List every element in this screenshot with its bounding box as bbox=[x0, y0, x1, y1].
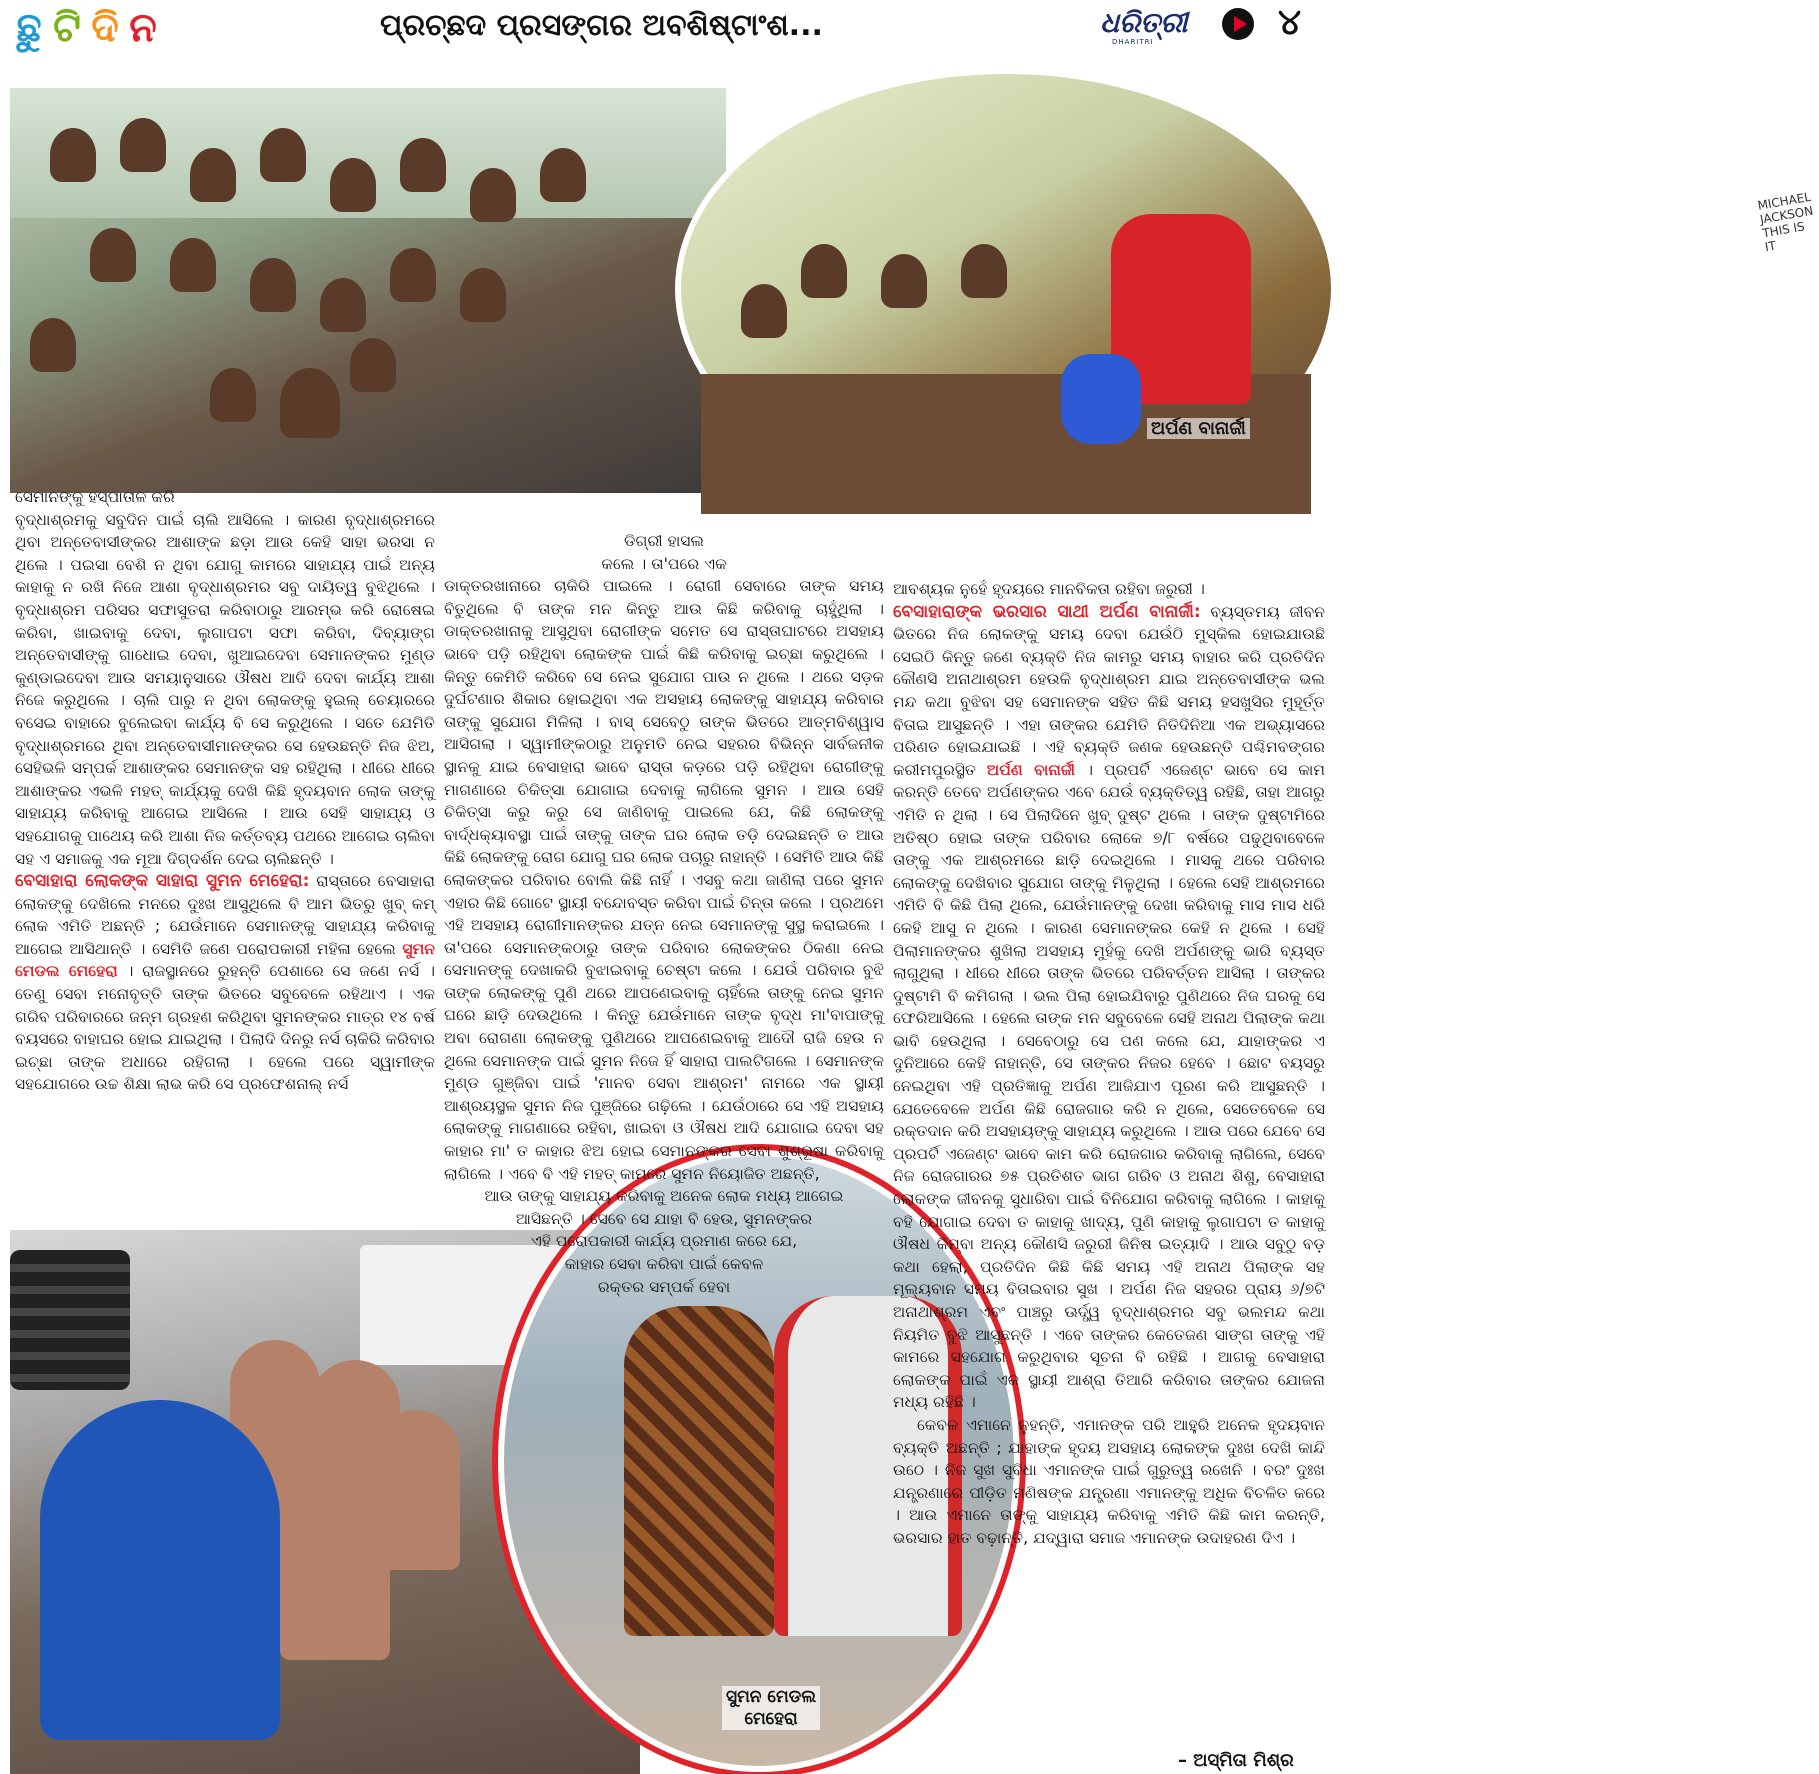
lead-text: ଡିଗ୍ରୀ ହାସଲ bbox=[623, 532, 705, 550]
lead-text: କଲେ । ତା'ପରେ ଏକ bbox=[601, 554, 727, 573]
section-letter: ଛୁ bbox=[16, 5, 42, 51]
text-run: । ରାଜସ୍ଥାନରେ ରୁହନ୍ତି ପେଶାରେ ସେ ଜଣେ ନର୍ସ । ତେଣୁ ସେବା ମନୋବୃତ୍ତି ତାଙ୍କ ଭିତରେ ସବୁବେଳେ ରହିଥାଏ । ଏକ ଗରିବ ପରିବାରରେ ଜନ୍ମ ଗ୍ରହଣ କରିଥିବା ସୁମନଙ୍କର ମାତ୍ର ୧୪ ବର୍ଷ ବୟସରେ ବାହାଘର ହୋଇ ଯାଇଥିଲା । ପିଲାଦି ଦିନରୁ ନର୍ସ ଚାକିରି କରିବାର ଇଚ୍ଛା ତାଙ୍କ ଅଧାରେ ରହିଗଲା । ହେଲେ ପରେ ସ୍ୱାମୀଙ୍କ ସହଯୋଗରେ ଉଚ୍ଚ ଶିକ୍ଷା ଲାଭ କରି ସେ ପ୍ରଫେଶନାଲ୍‌ ନର୍ସ bbox=[15, 962, 435, 1094]
section-brand bbox=[10, 2, 162, 54]
text-line: ରକ୍ତର ସମ୍ପର୍କ ହେବା bbox=[597, 1277, 731, 1296]
photo-children-classroom bbox=[10, 88, 726, 493]
text-line: ଏହି ପରୋପକାରୀ କାର୍ଯ୍ୟ ପ୍ରମାଣ କରେ ଯେ, bbox=[530, 1232, 798, 1251]
lead-text: ଆବଶ୍ୟକ ନୁହେଁ ହୃଦୟରେ ମାନବିକତା ରହିବା ଜରୁରୀ । bbox=[893, 580, 1205, 598]
paragraph bbox=[15, 870, 435, 1096]
text-line: କାହାର ସେବା କରିବା ପାଇଁ କେବଳ bbox=[564, 1255, 764, 1273]
subheading: ବେସାହାରା ଲୋକଙ୍କ ସାହାରା ସୁମନ ମେହେରା: bbox=[15, 871, 310, 892]
byline: – ଅସ୍ମିତା ମିଶ୍ର bbox=[1178, 1750, 1294, 1771]
caption-line: ସୁମନ ମେଡଲ bbox=[726, 1687, 817, 1707]
photo-caption-suman bbox=[722, 1686, 820, 1730]
caption-line: ମେହେରା bbox=[744, 1709, 798, 1729]
play-icon bbox=[1222, 8, 1254, 40]
paragraph: କେବଳ ଏମାନେ ନୁହନ୍ତି, ଏମାନଙ୍କ ପରି ଆହୁରି ଅନେକ ହୃଦୟବାନ ବ୍ୟକ୍ତି ଅଛନ୍ତି ; ଯାହାଙ୍କ ହୃଦୟ ଅସହାୟ ଲୋକଙ୍କ ଦୁଃଖ ଦେଖି କାନ୍ଦି ଉଠେ । ନିଜ ସୁଖ ସୁବିଧା ଏମାନଙ୍କ ପାଇଁ ଗୁରୁତ୍ୱ ରଖେନି । ବରଂ ଦୁଃଖ ଯନ୍ତ୍ରଣାରେ ପୀଡ଼ିତ ମଣିଷଙ୍କ ଯନ୍ତ୍ରଣା ଏମାନଙ୍କୁ ଅଧିକ ବିଚଳିତ କରେ । ଆଉ ଏମାନେ ତାଙ୍କୁ ସାହାଯ୍ୟ କରିବାକୁ ଏମିତି କିଛି କାମ କରନ୍ତି, ଭରସାର ହାତ ବଢ଼ାନ୍ତି, ଯଦ୍ୱାରା ସମାଜ ଏମାନଙ୍କ ଉଦାହରଣ ଦିଏ । bbox=[893, 1415, 1325, 1547]
photo-caption-arpan: ଅର୍ପଣ ବାନାର୍ଜୀ bbox=[1147, 418, 1250, 439]
paragraph: ଡାକ୍ତରଖାନାରେ ଚାକିରି ପାଇଲେ । ରୋଗୀ ସେବାରେ ତାଙ୍କ ସମୟ ବିତୁଥିଲେ ବି ତାଙ୍କ ମନ କିନ୍ତୁ ଆଉ କିଛି କରିବାକୁ ଚାହୁଁଥିଲା । ଡାକ୍ତରଖାନାକୁ ଆସୁଥିବା ରୋଗୀଙ୍କ ସମେତ ସେ ରାସ୍ତାଘାଟରେ ଅସହାୟ ଭାବେ ପଡ଼ି ରହିଥିବା ଲୋକଙ୍କ ପାଇଁ କିଛି କରିବାକୁ ଇଚ୍ଛା କରୁଥିଲେ । କିନ୍ତୁ କେମିତି କରିବେ ସେ ନେଇ ସୁଯୋଗ ପାଉ ନ ଥିଲେ । ଥରେ ସଡ଼କ ଦୁର୍ଘଟଣାର ଶିକାର ହୋଇଥିବା ଏକ ଅସହାୟ ଲୋକଙ୍କୁ ସାହାଯ୍ୟ କରିବାର ତାଙ୍କୁ ସୁଯୋଗ ମିଳିଲା । ବାସ୍‌ ସେବେଠୁ ତାଙ୍କ ଭିତରେ ଆତ୍ମବିଶ୍ୱାସ ଆସିଗଲା । ସ୍ୱାମୀଙ୍କଠାରୁ ଅନୁମତି ନେଇ ସହରର ବିଭିନ୍ନ ସାର୍ବଜନୀକ ସ୍ଥାନକୁ ଯାଇ ବେସାହାରା ଭାବେ ରାସ୍ତା କଡ଼ରେ ପଡ଼ି ରହିଥିବା ରୋଗୀଙ୍କୁ ମାଗଣାରେ ଚିକିତ୍ସା ଯୋଗାଇ ଦେବାକୁ ଲାଗିଲେ ସୁମନ । ଆଉ ସେହି ଚିକିତ୍ସା କରୁ କରୁ ସେ ଜାଣିବାକୁ ପାଇଲେ ଯେ, କିଛି ଲୋକଙ୍କୁ ବାର୍ଦ୍ଧକ୍ୟାବସ୍ଥା ପାଇଁ ତାଙ୍କୁ ତାଙ୍କ ଘର ଲୋକ ତଡ଼ି ଦେଇଛନ୍ତି ତ ଆଉ କିଛି ଲୋକଙ୍କୁ ରୋଗ ଯୋଗୁ ଘର ଲୋକ ପଚାରୁ ନାହାନ୍ତି । ସେମିତି ଆଉ କିଛି ଲୋକଙ୍କର ପରିବାର ବୋଲି କିଛି ନାହିଁ । ଏସବୁ କଥା ଜାଣିଲା ପରେ ସୁମନ ଏହାର କିଛି ଗୋଟେ ସ୍ଥାୟୀ ବନ୍ଦୋବସ୍ତ କରିବା ପାଇଁ ଚିନ୍ତା କଲେ । ପ୍ରଥମେ ଏହି ଅସହାୟ ରୋଗୀମାନଙ୍କର ଯତ୍ନ ନେଇ ସେମାନଙ୍କୁ ସୁସ୍ଥ କରାଇଲେ । ତା'ପରେ ସେମାନଙ୍କଠାରୁ ତାଙ୍କ ପରିବାର ଲୋକଙ୍କର ଠିକଣା ନେଇ ସେମାନଙ୍କୁ ଦେଖାକରି ବୁଝାଇବାକୁ ଚେଷ୍ଟା କଲେ । ଯେଉଁ ପରିବାର ବୁଝି ତାଙ୍କ ଲୋକଙ୍କୁ ପୁଣି ଥରେ ଆପଣେଇବାକୁ ଚାହିଁଲେ ତାଙ୍କୁ ନେଇ ସୁମନ ଘରେ ଛାଡ଼ି ଦେଉଥିଲେ । କିନ୍ତୁ ଯେଉଁମାନେ ତାଙ୍କ ବୃଦ୍ଧ ମା'ବାପାଙ୍କୁ ଅବା ରୋଗଣା ଲୋକଙ୍କୁ ପୁଣିଥରେ ଆପଣେଇବାକୁ ଆଦୌ ରାଜି ହେଉ ନ ଥିଲେ ସେମାନଙ୍କ ପାଇଁ ସୁମନ ନିଜେ ହିଁ ସାହାରା ପାଲଟିଗଲେ । ସେମାନଙ୍କ ମୁଣ୍ଡ ଗୁଞ୍ଜିବା ପାଇଁ 'ମାନବ ସେବା ଆଶ୍ରମ' ନାମରେ ଏକ ସ୍ଥାୟୀ ଆଶ୍ରୟସ୍ଥଳ ସୁମନ ନିଜ ପୁଞ୍ଜିରେ ଗଢ଼ିଲେ । ଯେଉଁଠାରେ ସେ ଏହି ଅସହାୟ ଲୋକଙ୍କୁ ମାଗଣାରେ ରହିବା, ଖାଇବା ଓ ଔଷଧ ଆଦି ଯୋଗାଇ ଦେବା ସହ କାହାର ମା' ତ କାହାର ଝିଅ ହୋଇ ସେମାନଙ୍କର ସେବା ଶୁଶ୍ରୂଷା କରିବାକୁ ଲାଗିଲେ । ଏବେ ବି ଏହି ମହତ୍‌ କାମରେ ସୁମନ ନିୟୋଜିତ ଅଛନ୍ତି, bbox=[444, 577, 884, 1183]
section-letter: ନ bbox=[129, 5, 157, 51]
text-run: ରାସ୍ତାରେ ବେସାହାରା ଲୋକଙ୍କୁ ଦେଖିଲେ ମନରେ ଦୁଃଖ ଆସୁଥିଲେ ବି ଆମ ଭିତରୁ ଖୁବ୍‌ କମ୍‌ ଲୋକ ଏମିତି ଅଛନ୍ତି ; ଯେଉଁମାନେ ସେମାନଙ୍କୁ ସାହାଯ୍ୟ କରିବାକୁ ଆଗେଇ ଆସିଥାନ୍ତି । ସେମିତି ଜଣେ ପରୋପକାରୀ ମହିଳା ହେଲେ bbox=[15, 872, 435, 958]
text-line: ଆଉ ତାଙ୍କୁ ସାହାଯ୍ୟ କରିବାକୁ ଅନେକ ଲୋକ ମଧ୍ୟ ଆଗେଇ bbox=[484, 1187, 844, 1206]
text-line: ଆସିଛନ୍ତି । ସେବେ ସେ ଯାହା ବି ହେଉ, ସୁମନଙ୍କର bbox=[515, 1209, 813, 1228]
paragraph: ବୃଦ୍ଧାଶ୍ରମକୁ ସବୁଦିନ ପାଇଁ ଚାଲି ଆସିଲେ । କାରଣ ବୃଦ୍ଧାଶ୍ରମରେ ଥିବା ଅନ୍ତେବାସୀଙ୍କର ଆଶାଙ୍କ ଛଡ଼ା ଆଉ କେହି ସାହା ଭରସା ନ ଥିଲେ । ପଇସା ବେଶି ନ ଥିବା ଯୋଗୁ କାମରେ ସାହାଯ୍ୟ ପାଇଁ ଅନ୍ୟ କାହାକୁ ନ ରଖି ନିଜେ ଆଶା ବୃଦ୍ଧାଶ୍ରମର ସବୁ ଦାୟିତ୍ୱ ବୁଝିଥିଲେ । ବୃଦ୍ଧାଶ୍ରମ ପରିସର ସଫାସୁତରା କରିବାଠାରୁ ଆରମ୍ଭ କରି ରୋଷେଇ କରିବା, ଖାଇବାକୁ ଦେବା, ଲୁଗାପଟା ସଫା କରିବା, ଦିବ୍ୟାଙ୍ଗ ଅନ୍ତେବାସୀଙ୍କୁ ଗାଧୋଇ ଦେବା, ଖୁଆଇଦେବା ସେମାନଙ୍କର ମୁଣ୍ଡ କୁଣ୍ଡାଇଦେବା ଆଉ ସମୟାନୁସାରେ ଔଷଧ ଆଦି ଦେବା କାର୍ଯ୍ୟ ଆଶା ନିଜେ କରୁଥିଲେ । ଚାଲି ପାରୁ ନ ଥିବା ଲୋକଙ୍କୁ ହୁଇଲ୍‌ ଚେୟାରରେ ବସେଇ ବାହାରେ ବୁଲେଇବା କାର୍ଯ୍ୟ ବି ସେ କରୁଥିଲେ । ସତେ ଯେମିତି ବୃଦ୍ଧାଶ୍ରମରେ ଥିବା ଅନ୍ତେବାସୀମାନଙ୍କର ସେ ହେଉଛନ୍ତି ନିଜ ଝିଅ, ସେହିଭଳି ସମ୍ପର୍କ ଆଶାଙ୍କର ସେମାନଙ୍କ ସହ ରହିଥିଲା । ଧୀରେ ଧୀରେ ଆଶାଙ୍କର ଏଭଳି ମହତ୍‌ କାର୍ଯ୍ୟକୁ ଦେଖି କିଛି ହୃଦୟବାନ ଲୋକ ତାଙ୍କୁ ସାହାଯ୍ୟ କରିବାକୁ ଆଗେଇ ଆସିଲେ । ଆଉ ସେହି ସାହାଯ୍ୟ ଓ ସହଯୋଗକୁ ପାଥେୟ କରି ଆଶା ନିଜ କର୍ତ୍ତବ୍ୟ ପଥରେ ଆଗେଇ ଚାଲିବା ସହ ଏ ସମାଜକୁ ଏକ ମୂଆ ଦିଗ୍‌ଦର୍ଶନ ଦେଇ ଚାଲିଛନ୍ତି । bbox=[15, 510, 435, 868]
page-header bbox=[0, 0, 1335, 56]
article-column-3 bbox=[893, 578, 1325, 1550]
person-name: ଅର୍ପଣ ବାନାର୍ଜୀ bbox=[986, 760, 1076, 779]
article-column-1 bbox=[15, 486, 435, 1096]
paragraph bbox=[893, 601, 1325, 1414]
page-number: ୪ bbox=[1278, 2, 1302, 43]
photo-arpan-banerjee bbox=[675, 68, 1815, 510]
subheading: ବେସାହାରାଙ୍କ ଭରସାର ସାଥୀ ଅର୍ପଣ ବାନାର୍ଜୀ: bbox=[893, 601, 1201, 622]
text-run: ବ୍ୟସ୍ତମୟ ଜୀବନ ଭିତରେ ନିଜ ଲୋକଙ୍କୁ ସମୟ ଦେବା ଯେଉଁଠି ମୁସ୍କିଲ ହୋଇଯାଉଛି ସେଇଠି କିନ୍ତୁ ଜଣେ ବ୍ୟକ୍ତି ନିଜ କାମରୁ ସମୟ ବାହାର କରି ପ୍ରତିଦିନ କୌଣସି ଅନାଥାଶ୍ରମ ହେଉକି ବୃଦ୍ଧାଶ୍ରମ ଯାଇ ଅନ୍ତେବାସୀଙ୍କ ଭଲ ମନ୍ଦ କଥା ବୁଝିବା ସହ ସେମାନଙ୍କ ସହିତ କିଛି ସମୟ ହସଖୁସିର ମୁହୂର୍ତ୍ତ ବିତାଇ ଆସୁଛନ୍ତି । ଏହା ତାଙ୍କର ଯେମିତି ନିତିଦିନିଆ ଏକ ଅଭ୍ୟାସରେ ପରିଣତ ହୋଇଯାଇଛି । ଏହି ବ୍ୟକ୍ତି ଜଣକ ହେଉଛନ୍ତି ପଶ୍ଚିମବଙ୍ଗର କରୀମପୁରସ୍ଥିତ bbox=[893, 602, 1325, 779]
section-letter: ଦି bbox=[91, 5, 119, 51]
newspaper-logo bbox=[1100, 4, 1210, 46]
page-headline: ପ୍ରଚ୍ଛଦ ପ୍ରସଙ୍ଗର ଅବଶିଷ୍ଟାଂଶ... bbox=[380, 8, 823, 43]
logo-subtext: DHARITRI bbox=[1112, 38, 1154, 46]
article-column-2 bbox=[444, 530, 884, 1298]
lead-text: ସେମାନଙ୍କୁ ହସ୍ପାତାଳ କରି bbox=[15, 488, 175, 506]
text-run: । ପ୍ରପର୍ଟି ଏଜେଣ୍ଟ ଭାବେ ସେ କାମ କରନ୍ତି ତେବେ ଅର୍ପଣଙ୍କର ଏବେ ଯେଉଁ ବ୍ୟକ୍ତିତ୍ୱ ରହିଛି, ତାହା ଆଗରୁ ଏମିତି ନ ଥିଲା । ସେ ପିଲାଦିନେ ଖୁବ୍‌ ଦୁଷ୍ଟ ଥିଲେ । ତାଙ୍କ ଦୁଷ୍ଟାମିରେ ଅତିଷ୍ଠ ହୋଇ ତାଙ୍କ ପରିବାର ଲୋକେ ୭/୮ ବର୍ଷରେ ପଢୁଥିବାବେଳେ ତାଙ୍କୁ ଏକ ଆଶ୍ରମରେ ଛାଡ଼ି ଦେଇଥିଲେ । ମାସକୁ ଥରେ ପରିବାର ଲୋକଙ୍କୁ ଦେଖିବାର ସୁଯୋଗ ତାଙ୍କୁ ମିଳୁଥିଲା । ହେଲେ ସେହି ଆଶ୍ରମରେ ଏମିତି ବି କିଛି ପିଲା ଥିଲେ, ଯେଉଁମାନଙ୍କୁ ଦେଖା କରିବାକୁ ମାସ ମାସ ଧରି କେହି ଆସୁ ନ ଥିଲେ । କାରଣ ସେମାନଙ୍କର କେହି ନ ଥିଲେ । ସେହି ପିଲାମାନଙ୍କର ଶୁଖିଲା ଅସହାୟ ମୁହଁକୁ ଦେଖି ଅର୍ପଣଙ୍କୁ ଭାରି ବ୍ୟସ୍ତ ଲାଗୁଥିଲା । ଧୀରେ ଧୀରେ ତାଙ୍କ ଭିତରେ ପରିବର୍ତ୍ତନ ଆସିଲା । ତାଙ୍କର ଦୁଷ୍ଟାମି ବି କମିଗଲା । ଭଲ ପିଲା ହୋଇଯିବାରୁ ପୁଣିଥରେ ନିଜ ଘରକୁ ସେ ଫେରିଆସିଲେ । ହେଲେ ତାଙ୍କ ମନ ସବୁବେଳେ ସେହି ଅନାଥ ପିଲାଙ୍କ କଥା ଭାବି ହେଉଥିଲା । ସେବେଠାରୁ ସେ ପଣ କଲେ ଯେ, ଯାହାଙ୍କର ଏ ଦୁନିଆରେ କେହି ନାହାନ୍ତି, ସେ ତାଙ୍କର ନିଜର ହେବେ । ଛୋଟ ବୟସରୁ ନେଇଥିବା ଏହି ପ୍ରତିଜ୍ଞାକୁ ଅର୍ପଣ ଆଜିଯାଏ ପୂରଣ କରି ଆସୁଛନ୍ତି । ଯେତେବେଳେ ଅର୍ପଣ କିଛି ରୋଜଗାର କରି ନ ଥିଲେ, ସେତେବେଳେ ସେ ରକ୍ତଦାନ କରି ଅସହାୟଙ୍କୁ ସାହାଯ୍ୟ କରୁଥିଲେ । ଆଉ ପରେ ଯେବେ ସେ ପ୍ରପର୍ଟି ଏଜେଣ୍ଟ ଭାବେ କାମ କରି ରୋଜଗାର କରିବାକୁ ଲାଗିଲେ, ସେବେ ନିଜ ରୋଜଗାରର ୭୫ ପ୍ରତିଶତ ଭାଗ ଗରିବ ଓ ଅନାଥ ଶିଶୁ, ବେସାହାରା ଲୋକଙ୍କ ଜୀବନକୁ ସୁଧାରିବା ପାଇଁ ବିନିଯୋଗ କରିବାକୁ ଲାଗିଲେ । କାହାକୁ ବହି ଯୋଗାଇ ଦେବା ତ କାହାକୁ ଖାଦ୍ୟ, ପୁଣି କାହାକୁ ଲୁଗାପଟା ତ କାହାକୁ ଔଷଧ କିମ୍ବା ଅନ୍ୟ କୌଣସି ଜରୁରୀ ଜିନିଷ ଇତ୍ୟାଦି । ଆଉ ସବୁଠୁ ବଡ଼ କଥା ହେଲା, ପ୍ରତିଦିନ କିଛି କିଛି ସମୟ ଏହି ଅନାଥ ପିଲାଙ୍କ ସହ ମୂଲ୍ୟବାନ ସମୟ ବିତାଇବାର ସୁଖ । ଅର୍ପଣ ନିଜ ସହରର ପ୍ରାୟ ୬/୭ଟି ଅନାଥାଶ୍ରମ ଏବଂ ପାଞ୍ଚରୁ ଊର୍ଦ୍ଧ୍ୱ ବୃଦ୍ଧାଶ୍ରମର ସବୁ ଭଲମନ୍ଦ କଥା ନିୟମିତ ବୁଝି ଆସୁଛନ୍ତି । ଏବେ ତାଙ୍କର କେତେଜଣ ସାଙ୍ଗ ତାଙ୍କୁ ଏହି କାମରେ ସହଯୋଗ କରୁଥିବାର ସୂଚନା ବି ରହିଛି । ଆଗକୁ ବେସାହାରା ଲୋକଙ୍କ ପାଇଁ ଏକ ସ୍ଥାୟୀ ଆଶ୍ରା ତିଆରି କରିବାର ତାଙ୍କର ଯୋଜନା ମଧ୍ୟ ରହିଛି । bbox=[893, 760, 1325, 1412]
poster-text: MICHAEL JACKSON THIS IS IT bbox=[1756, 189, 1815, 255]
logo-text: ଧରିତ୍ରୀ bbox=[1100, 6, 1188, 39]
section-letter: ଟି bbox=[53, 5, 81, 51]
person-name: ସୁମନ ମେଡଲ ମେହେରା bbox=[15, 939, 435, 981]
